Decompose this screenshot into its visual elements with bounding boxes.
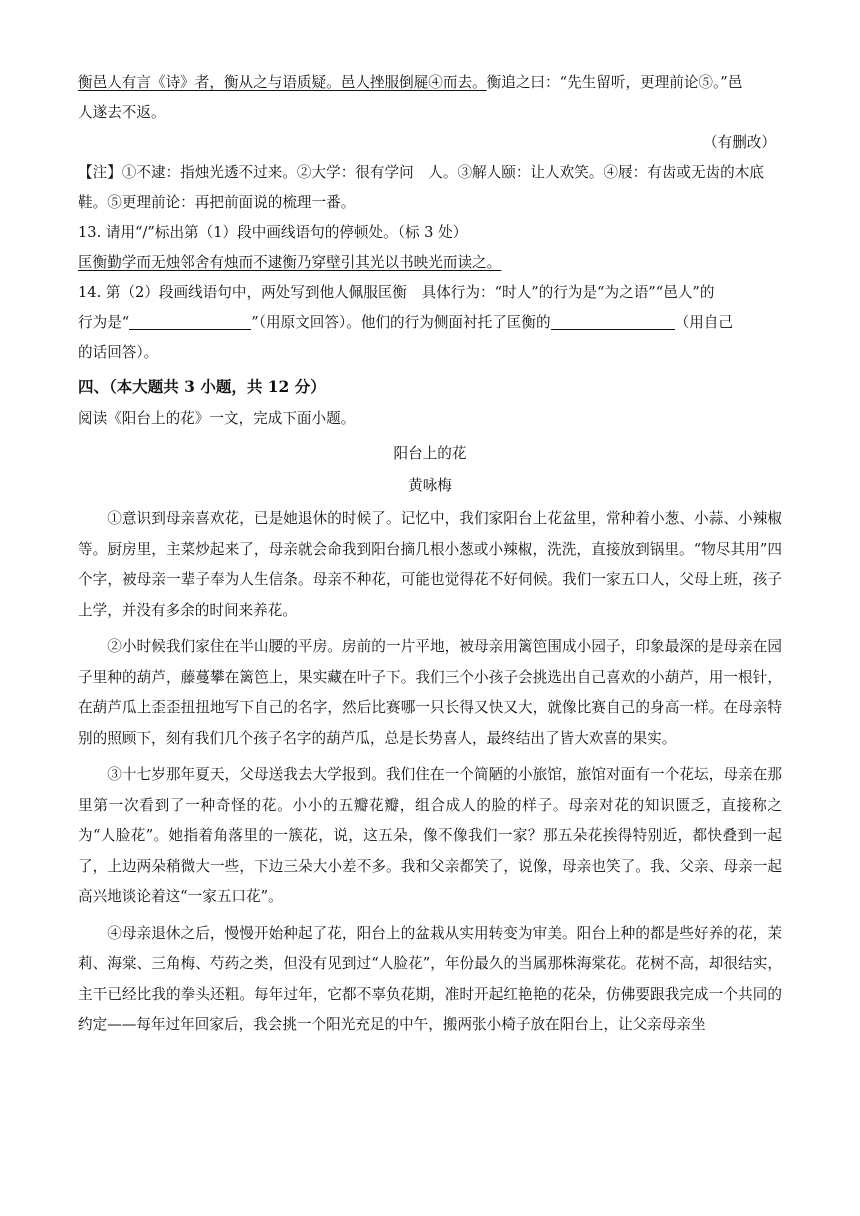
q14-text-a: 行为是“ — [78, 314, 130, 331]
passage-end-text: 衡追之曰：“先生留听，更理前论⑤。”邑 — [486, 74, 743, 91]
question-13-prompt: 13. 请用“/”标出第（1）段中画线语句的停顿处。（标 3 处） — [78, 224, 468, 241]
article-author: 黄咏梅 — [408, 477, 452, 494]
answer-blank-1[interactable] — [129, 314, 251, 330]
passage-end-line-2: 人遂去不返。 — [78, 104, 166, 121]
article-title: 阳台上的花 — [393, 445, 467, 462]
notes-line-1: 【注】①不逮：指烛光透不过来。②大学：很有学问 人。③解人颐：让人欢笑。④屐：有齿或无齿的木底 — [78, 164, 764, 181]
article-paragraph-1: ①意识到母亲喜欢花，已是她退休的时候了。记忆中，我们家阳台上花盆里，常种着小葱、小蒜、小辣椒等。厨房里，主菜炒起来了，母亲就会命我到阳台摘几根小葱或小辣椒，洗洗，直接放到锅里。“物尽其用”四个字，被母亲一辈子奉为人生信条。母亲不种花，可能也觉得花不好伺候。我们一家五口人，父母上班，孩子上学，并没有多余的时间来养花。 — [78, 510, 782, 619]
q14-text-b: ”（用原文回答）。他们的行为侧面衬托了匡衡的 — [251, 314, 551, 331]
passage-end-line-1 — [78, 68, 782, 98]
question-14-line-3: 的话回答）。 — [78, 344, 159, 361]
answer-blank-2[interactable] — [551, 314, 675, 330]
article-paragraph-4: ④母亲退休之后，慢慢开始种起了花，阳台上的盆栽从实用转变为审美。阳台上种的都是些好养的花，茉莉、海棠、三角梅、芍药之类，但没有见到过“人脸花”，年份最久的当属那株海棠花。花树不高，却很结实，主干已经比我的拳头还粗。每年过年，它都不辜负花期，准时开起红艳艳的花朵，仿佛要跟我完成一个共同的约定——每年过年回家后，我会挑一个阳光充足的中午，搬两张小椅子放在阳台上，让父亲母亲坐 — [78, 924, 782, 1033]
section-4-instruction: 阅读《阳台上的花》一文，完成下面小题。 — [78, 410, 356, 427]
document-page — [78, 68, 782, 1041]
q14-text-c: （用自己 — [674, 314, 733, 331]
notes-line-2: 鞋。⑤更理前论：再把前面说的梳理一番。 — [78, 194, 356, 211]
underlined-sentence: 衡邑人有言《诗》者，衡从之与语质疑。邑人挫服倒屣④而去。 — [78, 74, 487, 91]
question-14-line-2 — [78, 308, 782, 338]
source-note: （有删改） — [703, 134, 776, 151]
article-paragraph-3: ③十七岁那年夏天，父母送我去大学报到。我们住在一个简陋的小旅馆，旅馆对面有一个花坛，母亲在那里第一次看到了一种奇怪的花。小小的五瓣花瓣，组合成人的脸的样子。母亲对花的知识匮乏，直接称之为“人脸花”。她指着角落里的一簇花，说，这五朵，像不像我们一家？那五朵花挨得特别近，都快叠到一起了，上边两朵稍微大一些，下边三朵大小差不多。我和父亲都笑了，说像，母亲也笑了。我、父亲、母亲一起高兴地谈论着这“一家五口花”。 — [78, 766, 782, 905]
article-paragraph-2: ②小时候我们家住在半山腰的平房。房前的一片平地，被母亲用篱笆围成小园子，印象最深的是母亲在园子里种的葫芦，藤蔓攀在篱笆上，果实藏在叶子下。我们三个小孩子会挑选出自己喜欢的小葫芦，用一根针，在葫芦瓜上歪歪扭扭地写下自己的名字，然后比赛哪一只长得又快又大，就像比赛自己的身高一样。在母亲特别的照顾下，刻有我们几个孩子名字的葫芦瓜，总是长势喜人，最终结出了皆大欢喜的果实。 — [78, 638, 782, 747]
question-13-sentence: 匡衡勤学而无烛邻舍有烛而不逮衡乃穿壁引其光以书映光而读之。 — [78, 254, 502, 271]
question-14-line-1: 14. 第（2）段画线语句中，两处写到他人佩服匡衡 具体行为：“时人”的行为是“为之语”“邑人”的 — [78, 284, 715, 301]
section-4-title: 四、（本大题共 3 小题，共 12 分） — [78, 377, 326, 396]
